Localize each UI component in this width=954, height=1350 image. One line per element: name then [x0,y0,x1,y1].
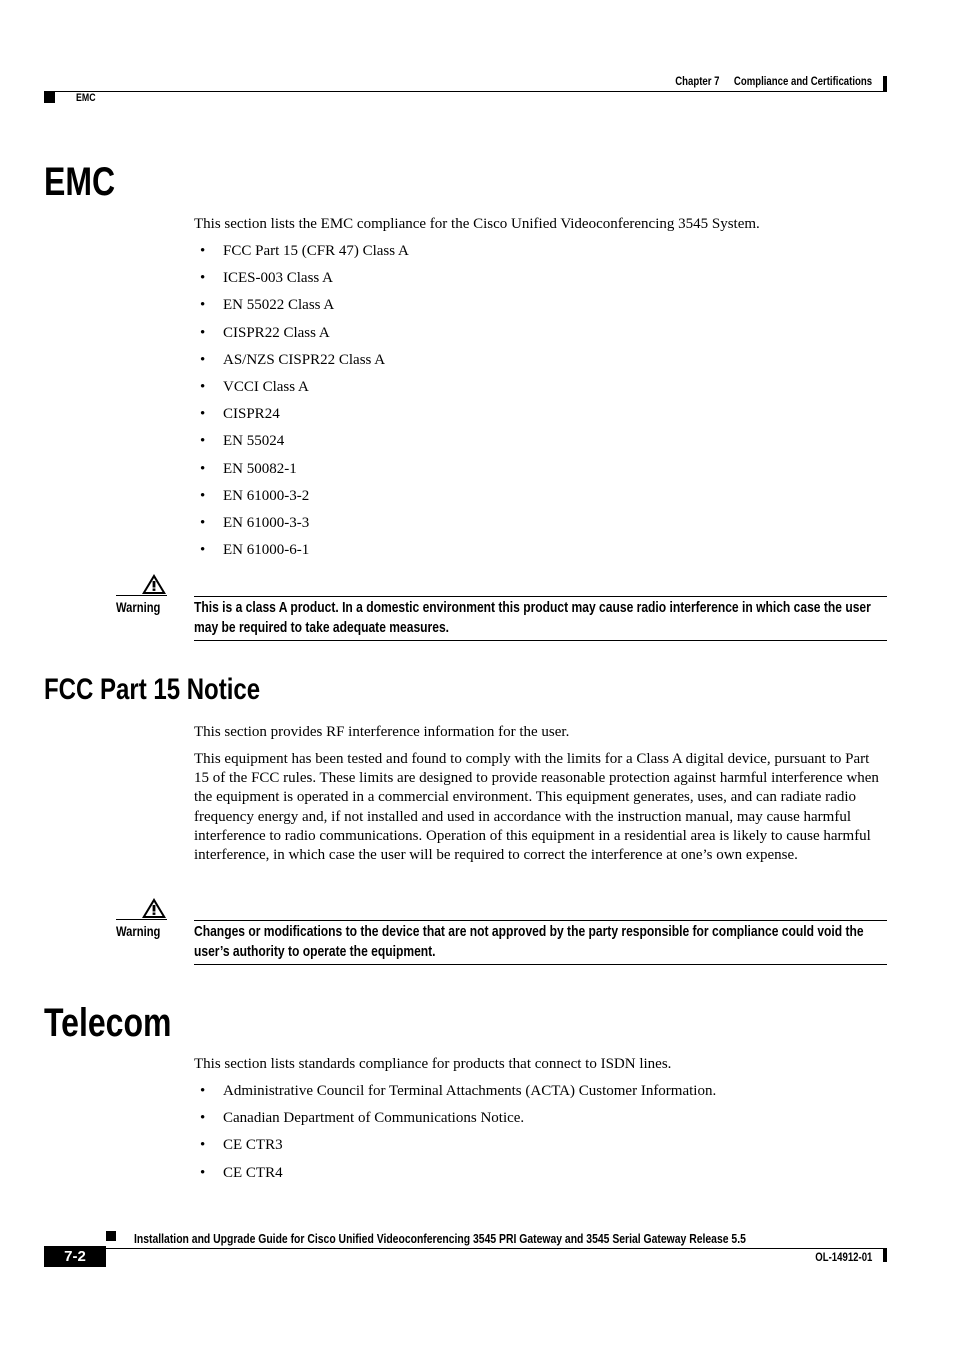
list-item: • Canadian Department of Communications Notice. [194,1109,716,1136]
emc-standards-list [194,242,409,568]
running-header-chapter [626,74,872,88]
list-item: • AS/NZS CISPR22 Class A [194,351,409,378]
warning-label-rule [116,919,167,920]
fcc-heading: FCC Part 15 Notice [44,673,261,706]
list-item: • EN 61000-3-3 [194,514,409,541]
list-item: • EN 61000-3-2 [194,487,409,514]
telecom-intro: This section lists standards compliance for products that connect to ISDN lines. [194,1056,672,1072]
chapter-title: Compliance and Certifications [733,74,872,88]
fcc-intro: This section provides RF interference information for the user. [194,724,570,740]
warning-triangle-icon [141,897,167,919]
emc-heading: EMC [44,160,116,204]
fcc-paragraph: This equipment has been tested and found to comply with the limits for a Class A digital device, pursuant to Part 15 of the FCC rules. These limits are designed to provide reasonable protection against harmful interference when the equipment is operated in a commercial environment. This equipment generates, uses, and can radiate radio frequency energy and, if not installed and used in accordance with the instruction manual, may cause harmful interference to radio communications. Operation of this equipment in a residential area is likely to cause harmful interference, in which case the user will be required to correct the interference at one’s own expense. [194,751,879,864]
doc-number: OL-14912-01 [814,1250,872,1264]
list-item: • EN 55024 [194,432,409,459]
chapter-label: Chapter 7 [675,74,720,88]
telecom-standards-list [194,1082,716,1191]
warning-label: Warning [116,599,161,615]
running-header-section: EMC [76,92,96,104]
emc-warning-text: This is a class A product. In a domestic environment this product may cause radio interference in which case the user may be required to take adequate measures. [194,599,871,636]
list-item: • CE CTR3 [194,1136,716,1163]
emc-intro: This section lists the EMC compliance for the Cisco Unified Videoconferencing 3545 System. [194,216,760,232]
telecom-heading: Telecom [44,1001,172,1045]
list-item: • EN 61000-6-1 [194,541,409,568]
list-item: • CISPR24 [194,405,409,432]
list-item: • ICES-003 Class A [194,269,409,296]
warning-bottom-rule [194,640,887,641]
warning-bottom-rule [194,964,887,965]
warning-label-rule [116,595,167,596]
list-item: • FCC Part 15 (CFR 47) Class A [194,242,409,269]
warning-triangle-icon [141,573,167,595]
list-item: • EN 50082-1 [194,460,409,487]
list-item: • EN 55022 Class A [194,296,409,323]
footer-book-title: Installation and Upgrade Guide for Cisco Unified Videoconferencing 3545 PRI Gateway and 3545 Serial Gateway Release 5.5 [134,1231,746,1246]
list-item: • CE CTR4 [194,1164,716,1191]
header-rule [44,91,887,92]
warning-top-rule [194,596,887,597]
footer-edge-bar [883,1248,887,1262]
list-item: • CISPR22 Class A [194,324,409,351]
footer-doc-number [801,1250,872,1264]
warning-label: Warning [116,923,161,939]
footer-marker [106,1231,116,1241]
footer-rule [106,1248,887,1249]
header-edge-bar [883,76,887,92]
fcc-warning-text: Changes or modifications to the device that are not approved by the party responsible for compliance could void the user’s authority to operate the equipment. [194,923,864,960]
header-marker [44,92,55,103]
list-item: • Administrative Council for Terminal Attachments (ACTA) Customer Information. [194,1082,716,1109]
page-number: 7-2 [44,1246,106,1267]
list-item: • VCCI Class A [194,378,409,405]
warning-top-rule [194,920,887,921]
